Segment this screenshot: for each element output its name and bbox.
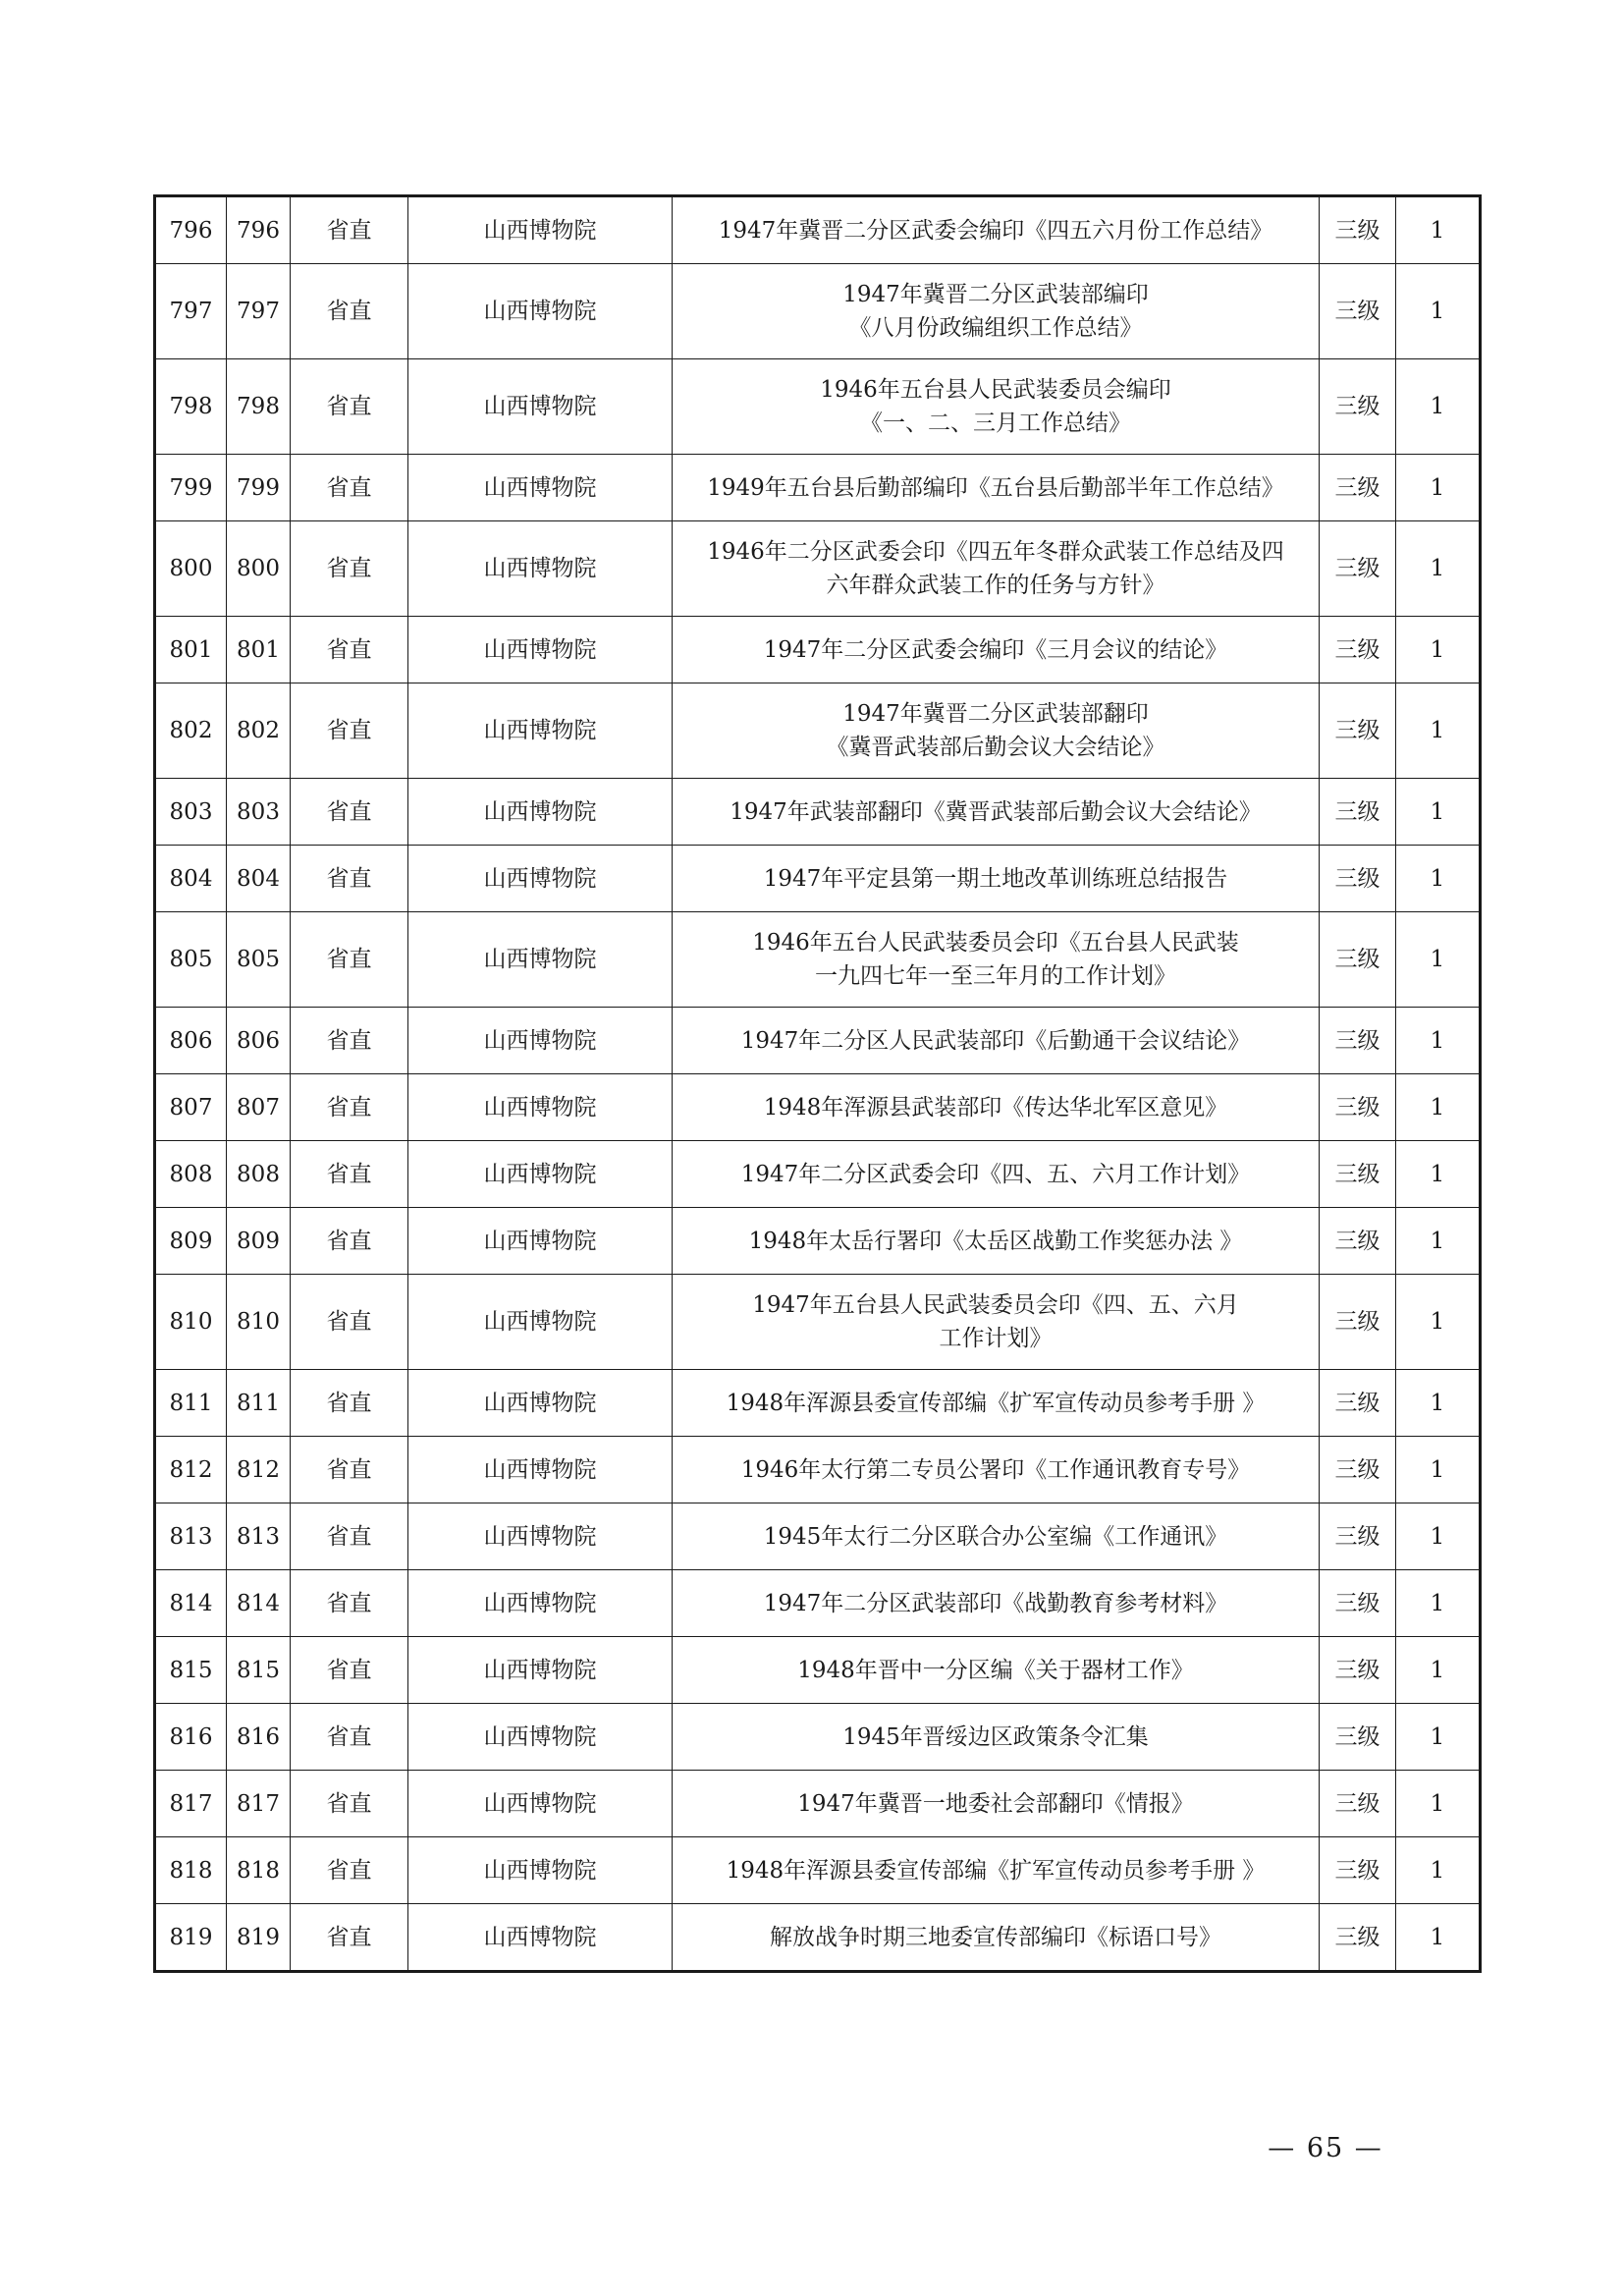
relic-name-cell: 解放战争时期三地委宣传部编印《标语口号》: [673, 1904, 1320, 1972]
table-row: [155, 779, 1481, 846]
count-cell: 1: [1396, 1370, 1481, 1437]
seq-cell: 804: [155, 846, 227, 912]
institution-cell: 山西博物院: [408, 617, 673, 683]
level-cell: 省直: [291, 617, 408, 683]
level-cell: 省直: [291, 1141, 408, 1208]
level-cell: 省直: [291, 1704, 408, 1771]
grade-cell: 三级: [1320, 1704, 1396, 1771]
level-cell: 省直: [291, 359, 408, 455]
institution-cell: 山西博物院: [408, 1275, 673, 1370]
grade-cell: 三级: [1320, 912, 1396, 1008]
relic-name-cell: 1946年五台人民武装委员会印《五台县人民武装 一九四七年一至三年月的工作计划》: [673, 912, 1320, 1008]
grade-cell: 三级: [1320, 779, 1396, 846]
seq-cell: 802: [155, 683, 227, 779]
count-cell: 1: [1396, 779, 1481, 846]
institution-cell: 山西博物院: [408, 1370, 673, 1437]
level-cell: 省直: [291, 264, 408, 359]
seq-cell: 808: [155, 1141, 227, 1208]
catalog-number-cell: 801: [227, 617, 291, 683]
institution-cell: 山西博物院: [408, 196, 673, 264]
count-cell: 1: [1396, 1904, 1481, 1972]
table-body: [155, 196, 1481, 1972]
table-row: [155, 1771, 1481, 1837]
count-cell: 1: [1396, 1008, 1481, 1074]
table-row: [155, 521, 1481, 617]
count-cell: 1: [1396, 1074, 1481, 1141]
seq-cell: 816: [155, 1704, 227, 1771]
grade-cell: 三级: [1320, 1370, 1396, 1437]
institution-cell: 山西博物院: [408, 846, 673, 912]
count-cell: 1: [1396, 1503, 1481, 1570]
relic-name-cell: 1948年浑源县委宣传部编《扩军宣传动员参考手册 》: [673, 1370, 1320, 1437]
level-cell: 省直: [291, 1370, 408, 1437]
level-cell: 省直: [291, 1570, 408, 1637]
grade-cell: 三级: [1320, 521, 1396, 617]
seq-cell: 810: [155, 1275, 227, 1370]
table-row: [155, 1837, 1481, 1904]
institution-cell: 山西博物院: [408, 1637, 673, 1704]
relic-name-cell: 1948年浑源县武装部印《传达华北军区意见》: [673, 1074, 1320, 1141]
level-cell: 省直: [291, 1837, 408, 1904]
grade-cell: 三级: [1320, 1275, 1396, 1370]
institution-cell: 山西博物院: [408, 1771, 673, 1837]
catalog-number-cell: 814: [227, 1570, 291, 1637]
seq-cell: 813: [155, 1503, 227, 1570]
institution-cell: 山西博物院: [408, 1008, 673, 1074]
relic-name-cell: 1947年二分区武委会印《四、五、六月工作计划》: [673, 1141, 1320, 1208]
count-cell: 1: [1396, 912, 1481, 1008]
table-row: [155, 1370, 1481, 1437]
relic-name-cell: 1945年太行二分区联合办公室编《工作通讯》: [673, 1503, 1320, 1570]
catalog-number-cell: 797: [227, 264, 291, 359]
seq-cell: 806: [155, 1008, 227, 1074]
table-row: [155, 1503, 1481, 1570]
grade-cell: 三级: [1320, 1637, 1396, 1704]
grade-cell: 三级: [1320, 1904, 1396, 1972]
seq-cell: 809: [155, 1208, 227, 1275]
table-row: [155, 846, 1481, 912]
table-row: [155, 1141, 1481, 1208]
institution-cell: 山西博物院: [408, 1904, 673, 1972]
catalog-number-cell: 796: [227, 196, 291, 264]
grade-cell: 三级: [1320, 264, 1396, 359]
relic-name-cell: 1947年五台县人民武装委员会印《四、五、六月 工作计划》: [673, 1275, 1320, 1370]
relic-name-cell: 1945年晋绥边区政策条令汇集: [673, 1704, 1320, 1771]
table-row: [155, 359, 1481, 455]
catalog-number-cell: 804: [227, 846, 291, 912]
page-number: — 65 —: [1268, 2133, 1383, 2163]
table-row: [155, 264, 1481, 359]
catalog-number-cell: 819: [227, 1904, 291, 1972]
count-cell: 1: [1396, 1771, 1481, 1837]
catalog-number-cell: 800: [227, 521, 291, 617]
catalog-number-cell: 808: [227, 1141, 291, 1208]
seq-cell: 817: [155, 1771, 227, 1837]
seq-cell: 803: [155, 779, 227, 846]
grade-cell: 三级: [1320, 359, 1396, 455]
level-cell: 省直: [291, 1771, 408, 1837]
institution-cell: 山西博物院: [408, 1837, 673, 1904]
catalog-number-cell: 812: [227, 1437, 291, 1503]
catalog-number-cell: 805: [227, 912, 291, 1008]
level-cell: 省直: [291, 1008, 408, 1074]
relic-name-cell: 1948年太岳行署印《太岳区战勤工作奖惩办法 》: [673, 1208, 1320, 1275]
grade-cell: 三级: [1320, 1074, 1396, 1141]
catalog-number-cell: 818: [227, 1837, 291, 1904]
relic-name-cell: 1947年冀晋二分区武装部翻印 《冀晋武装部后勤会议大会结论》: [673, 683, 1320, 779]
catalog-number-cell: 799: [227, 455, 291, 521]
grade-cell: 三级: [1320, 1837, 1396, 1904]
seq-cell: 798: [155, 359, 227, 455]
catalog-number-cell: 806: [227, 1008, 291, 1074]
count-cell: 1: [1396, 196, 1481, 264]
institution-cell: 山西博物院: [408, 912, 673, 1008]
table-row: [155, 1570, 1481, 1637]
relic-name-cell: 1946年太行第二专员公署印《工作通讯教育专号》: [673, 1437, 1320, 1503]
table-row: [155, 1904, 1481, 1972]
count-cell: 1: [1396, 1437, 1481, 1503]
level-cell: 省直: [291, 1208, 408, 1275]
count-cell: 1: [1396, 1637, 1481, 1704]
institution-cell: 山西博物院: [408, 1141, 673, 1208]
grade-cell: 三级: [1320, 1771, 1396, 1837]
seq-cell: 814: [155, 1570, 227, 1637]
institution-cell: 山西博物院: [408, 521, 673, 617]
level-cell: 省直: [291, 1074, 408, 1141]
grade-cell: 三级: [1320, 846, 1396, 912]
count-cell: 1: [1396, 455, 1481, 521]
relic-name-cell: 1947年二分区人民武装部印《后勤通干会议结论》: [673, 1008, 1320, 1074]
count-cell: 1: [1396, 521, 1481, 617]
level-cell: 省直: [291, 912, 408, 1008]
count-cell: 1: [1396, 1141, 1481, 1208]
catalog-number-cell: 817: [227, 1771, 291, 1837]
relic-name-cell: 1946年五台县人民武装委员会编印 《一、二、三月工作总结》: [673, 359, 1320, 455]
institution-cell: 山西博物院: [408, 359, 673, 455]
table-row: [155, 1637, 1481, 1704]
level-cell: 省直: [291, 196, 408, 264]
seq-cell: 800: [155, 521, 227, 617]
seq-cell: 797: [155, 264, 227, 359]
grade-cell: 三级: [1320, 1437, 1396, 1503]
level-cell: 省直: [291, 455, 408, 521]
institution-cell: 山西博物院: [408, 1570, 673, 1637]
relic-name-cell: 1948年晋中一分区编《关于器材工作》: [673, 1637, 1320, 1704]
seq-cell: 805: [155, 912, 227, 1008]
table-row: [155, 1074, 1481, 1141]
grade-cell: 三级: [1320, 196, 1396, 264]
catalog-number-cell: 810: [227, 1275, 291, 1370]
catalog-number-cell: 802: [227, 683, 291, 779]
count-cell: 1: [1396, 264, 1481, 359]
table-row: [155, 617, 1481, 683]
catalog-number-cell: 813: [227, 1503, 291, 1570]
table-row: [155, 683, 1481, 779]
grade-cell: 三级: [1320, 617, 1396, 683]
grade-cell: 三级: [1320, 1208, 1396, 1275]
grade-cell: 三级: [1320, 1570, 1396, 1637]
seq-cell: 815: [155, 1637, 227, 1704]
grade-cell: 三级: [1320, 683, 1396, 779]
table-row: [155, 1208, 1481, 1275]
institution-cell: 山西博物院: [408, 1503, 673, 1570]
institution-cell: 山西博物院: [408, 455, 673, 521]
relic-table: [153, 194, 1482, 1973]
relic-name-cell: 1947年冀晋二分区武装部编印 《八月份政编组织工作总结》: [673, 264, 1320, 359]
relic-name-cell: 1948年浑源县委宣传部编《扩军宣传动员参考手册 》: [673, 1837, 1320, 1904]
level-cell: 省直: [291, 683, 408, 779]
count-cell: 1: [1396, 359, 1481, 455]
count-cell: 1: [1396, 617, 1481, 683]
seq-cell: 811: [155, 1370, 227, 1437]
catalog-number-cell: 816: [227, 1704, 291, 1771]
institution-cell: 山西博物院: [408, 1704, 673, 1771]
level-cell: 省直: [291, 1437, 408, 1503]
table-row: [155, 912, 1481, 1008]
relic-name-cell: 1947年武装部翻印《冀晋武装部后勤会议大会结论》: [673, 779, 1320, 846]
table-row: [155, 1437, 1481, 1503]
level-cell: 省直: [291, 779, 408, 846]
table-row: [155, 1704, 1481, 1771]
catalog-number-cell: 807: [227, 1074, 291, 1141]
relic-name-cell: 1947年二分区武装部印《战勤教育参考材料》: [673, 1570, 1320, 1637]
grade-cell: 三级: [1320, 1503, 1396, 1570]
relic-name-cell: 1947年冀晋一地委社会部翻印《情报》: [673, 1771, 1320, 1837]
seq-cell: 812: [155, 1437, 227, 1503]
seq-cell: 819: [155, 1904, 227, 1972]
relic-name-cell: 1947年平定县第一期土地改革训练班总结报告: [673, 846, 1320, 912]
table-row: [155, 1008, 1481, 1074]
seq-cell: 807: [155, 1074, 227, 1141]
count-cell: 1: [1396, 683, 1481, 779]
seq-cell: 818: [155, 1837, 227, 1904]
seq-cell: 799: [155, 455, 227, 521]
catalog-number-cell: 798: [227, 359, 291, 455]
relic-name-cell: 1947年冀晋二分区武委会编印《四五六月份工作总结》: [673, 196, 1320, 264]
grade-cell: 三级: [1320, 1008, 1396, 1074]
count-cell: 1: [1396, 1275, 1481, 1370]
institution-cell: 山西博物院: [408, 779, 673, 846]
seq-cell: 801: [155, 617, 227, 683]
count-cell: 1: [1396, 1208, 1481, 1275]
level-cell: 省直: [291, 1503, 408, 1570]
seq-cell: 796: [155, 196, 227, 264]
table-row: [155, 1275, 1481, 1370]
table-row: [155, 196, 1481, 264]
grade-cell: 三级: [1320, 1141, 1396, 1208]
catalog-number-cell: 809: [227, 1208, 291, 1275]
level-cell: 省直: [291, 846, 408, 912]
table-row: [155, 455, 1481, 521]
catalog-number-cell: 815: [227, 1637, 291, 1704]
catalog-number-cell: 803: [227, 779, 291, 846]
institution-cell: 山西博物院: [408, 1074, 673, 1141]
count-cell: 1: [1396, 846, 1481, 912]
relic-name-cell: 1947年二分区武委会编印《三月会议的结论》: [673, 617, 1320, 683]
level-cell: 省直: [291, 1275, 408, 1370]
catalog-number-cell: 811: [227, 1370, 291, 1437]
count-cell: 1: [1396, 1837, 1481, 1904]
institution-cell: 山西博物院: [408, 1208, 673, 1275]
institution-cell: 山西博物院: [408, 683, 673, 779]
level-cell: 省直: [291, 1637, 408, 1704]
count-cell: 1: [1396, 1570, 1481, 1637]
institution-cell: 山西博物院: [408, 264, 673, 359]
count-cell: 1: [1396, 1704, 1481, 1771]
institution-cell: 山西博物院: [408, 1437, 673, 1503]
relic-name-cell: 1949年五台县后勤部编印《五台县后勤部半年工作总结》: [673, 455, 1320, 521]
level-cell: 省直: [291, 521, 408, 617]
relic-name-cell: 1946年二分区武委会印《四五年冬群众武装工作总结及四 六年群众武装工作的任务与方针》: [673, 521, 1320, 617]
grade-cell: 三级: [1320, 455, 1396, 521]
level-cell: 省直: [291, 1904, 408, 1972]
